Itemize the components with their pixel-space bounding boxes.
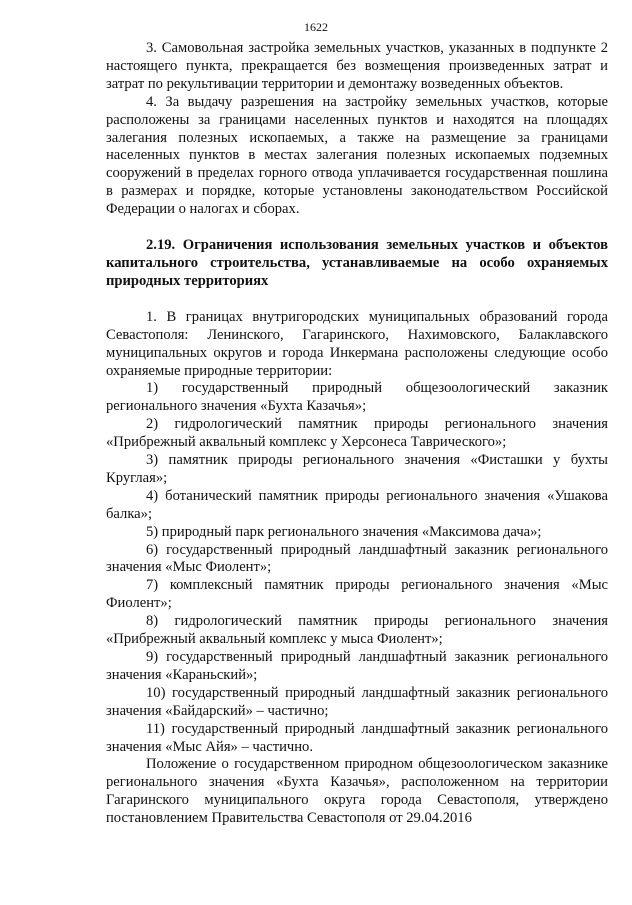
list-item: 4) ботанический памятник природы регионального значения «Ушакова балка»; [106, 487, 608, 522]
section-heading: 2.19. Ограничения использования земельных участков и объектов капитального строительства, устанавливаемые на особо охраняемых природных территориях [106, 237, 608, 289]
list-item: 1) государственный природный общезоологический заказник регионального значения «Бухта Казачья»; [106, 380, 608, 415]
list-item: 10) государственный природный ландшафтный заказник регионального значения «Байдарский» – частично; [106, 684, 608, 719]
intro-paragraph: 1. В границах внутригородских муниципальных образований города Севастополя: Ленинского, Гагаринского, Нахимовского, Балаклавского муниципальных округов и города Инкермана расположены следующие особо охраняемые природные территории: [106, 308, 608, 379]
paragraph-3: 3. Самовольная застройка земельных участков, указанных в подпункте 2 настоящего пункта, прекращается без возмещения произведенных затрат и затрат по рекультивации территории и демонтажу возведенных объектов. [106, 40, 608, 92]
list-item: 11) государственный природный ландшафтный заказник регионального значения «Мыс Айя» – частично. [106, 720, 608, 755]
list-item: 5) природный парк регионального значения «Максимова дача»; [146, 523, 542, 540]
list-item: 3) памятник природы регионального значения «Фисташки у бухты Круглая»; [106, 452, 608, 486]
document-body [106, 40, 608, 828]
list-item: 2) гидрологический памятник природы регионального значения «Прибрежный аквальный комплекс у Херсонеса Таврического»; [106, 416, 608, 451]
paragraph-4: 4. За выдачу разрешения на застройку земельных участков, которые расположены за границами населенных пунктов и находятся на площадях залегания полезных ископаемых, а также на размещение за границами населенных пунктов в местах залегания полезных ископаемых подземных сооружений в пределах горного отвода уплачивается государственная пошлина в размерах и порядке, которые установлены законодательством Российской Федерации о налогах и сборах. [106, 93, 608, 218]
page-number: 1622 [304, 20, 328, 34]
list-item: 7) комплексный памятник природы регионального значения «Мыс Фиолент»; [106, 577, 608, 612]
list-item: 9) государственный природный ландшафтный заказник регионального значения «Караньский»; [106, 649, 608, 683]
list-item: 6) государственный природный ландшафтный заказник регионального значения «Мыс Фиолент»; [106, 541, 608, 576]
closing-paragraph: Положение о государственном природном общезоологическом заказнике регионального значения «Бухта Казачья», расположенном на территории Гагаринского муниципального округа города Севастополя, утверждено постановлением Правительства Севастополя от 29.04.2016 [106, 756, 608, 827]
list-item: 8) гидрологический памятник природы регионального значения «Прибрежный аквальный комплекс у мыса Фиолент»; [106, 613, 608, 648]
